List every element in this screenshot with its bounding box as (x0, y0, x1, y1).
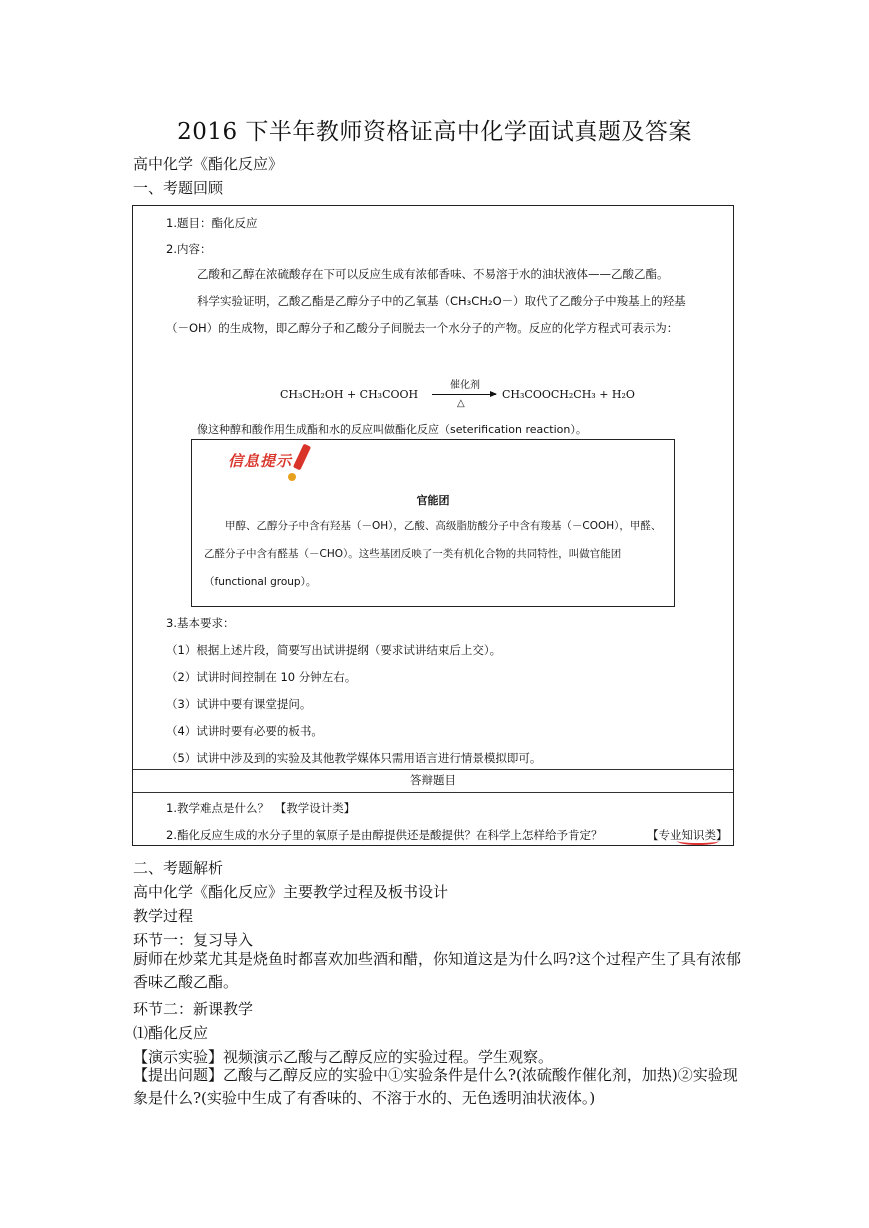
requirement-item: （3）试讲中要有课堂提问。 (166, 697, 312, 711)
content-paragraph-3: 像这种醇和酸作用生成酯和水的反应叫做酯化反应（seterification reaction）。 (197, 423, 587, 436)
step-1-heading: 环节一：复习导入 (133, 931, 254, 949)
divider (133, 792, 733, 793)
requirement-item: （5）试讲中涉及到的实验及其他教学媒体只需用语言进行情景模拟即可。 (166, 751, 542, 765)
info-tip-badge: 信息提示 (228, 452, 293, 470)
dot-icon (288, 473, 296, 481)
section-analysis-heading: 二、考题解析 (133, 859, 224, 877)
equation-reactants: CH₃CH₂OH + CH₃COOH (280, 388, 419, 401)
reaction-arrow-icon (432, 394, 496, 395)
pencil-icon (293, 444, 311, 471)
info-tip-box (191, 439, 675, 607)
requirement-item: （1）根据上述片段，简要写出试讲提纲（要求试讲结束后上交）。 (166, 643, 502, 657)
heat-symbol: △ (457, 398, 465, 409)
lesson-subtitle: 高中化学《酯化反应》 (133, 155, 284, 173)
content-label: 2.内容： (166, 242, 212, 256)
step-1-text: 厨师在炒菜尤其是烧鱼时都喜欢加些酒和醋，你知道这是为什么吗?这个过程产生了具有浓郁香味乙酸乙酯。 (133, 950, 742, 991)
topic-line: 1.题目：酯化反应 (166, 216, 258, 230)
subsection-esterification: ⑴酯化反应 (133, 1024, 209, 1042)
chemical-equation (280, 376, 635, 412)
requirements-label: 3.基本要求： (166, 616, 235, 630)
step-2-heading: 环节二：新课教学 (133, 1000, 254, 1018)
requirement-item: （2）试讲时间控制在 10 分钟左右。 (166, 670, 357, 684)
info-tip-text: 甲醇、乙醇分子中含有羟基（－OH），乙酸、高级脂肪酸分子中含有羧基（－COOH），甲醛、乙醛分子中含有醛基（－CHO）。这些基团反映了一类有机化合物的共同特性，叫做官能团（functional group）。 (204, 520, 662, 588)
defense-question-2: 2.酯化反应生成的水分子里的氧原子是由醇提供还是酸提供？在科学上怎样给予肯定？ (166, 828, 603, 842)
exam-question-image (132, 205, 734, 846)
question-2-category (647, 827, 727, 845)
answer-section-heading: 答辩题目 (410, 773, 456, 787)
demo-experiment-text: 【演示实验】视频演示乙酸与乙醇反应的实验过程。学生观察。 (133, 1048, 554, 1066)
content-paragraph-2: 科学实验证明，乙酸乙酯是乙醇分子中的乙氧基（CH₃CH₂O－）取代了乙酸分子中羧基上的羟基（－OH）的生成物，即乙醇分子和乙酸分子间脱去一个水分子的产物。反应的化学方程式可表示为： (166, 294, 686, 335)
requirement-item: （4）试讲时要有必要的板书。 (166, 724, 323, 738)
equation-catalyst: 催化剂 (450, 380, 480, 391)
content-paragraph-1: 乙酸和乙醇在浓硫酸存在下可以反应生成有浓郁香味、不易溶于水的油状液体——乙酸乙酯。 (197, 267, 669, 281)
section-review-heading: 一、考题回顾 (133, 179, 224, 197)
equation-products: CH₃COOCH₂CH₃ + H₂O (502, 388, 635, 401)
analysis-subtitle: 高中化学《酯化反应》主要教学过程及板书设计 (133, 883, 449, 901)
red-mark-icon (677, 837, 719, 845)
info-tip-title: 官能团 (416, 494, 450, 507)
page-title: 2016 下半年教师资格证高中化学面试真题及答案 (177, 119, 692, 145)
defense-question-1: 1.教学难点是什么？ 【教学设计类】 (166, 801, 356, 815)
question-2-tag: 【专业知识类】 (647, 828, 728, 842)
teaching-process-heading: 教学过程 (133, 907, 194, 925)
question-prompt-text: 【提出问题】乙酸与乙醇反应的实验中①实验条件是什么?(浓硫酸作催化剂，加热)②实验现象是什么?(实验中生成了有香味的、不溶于水的、无色透明油状液体。) (133, 1066, 738, 1107)
